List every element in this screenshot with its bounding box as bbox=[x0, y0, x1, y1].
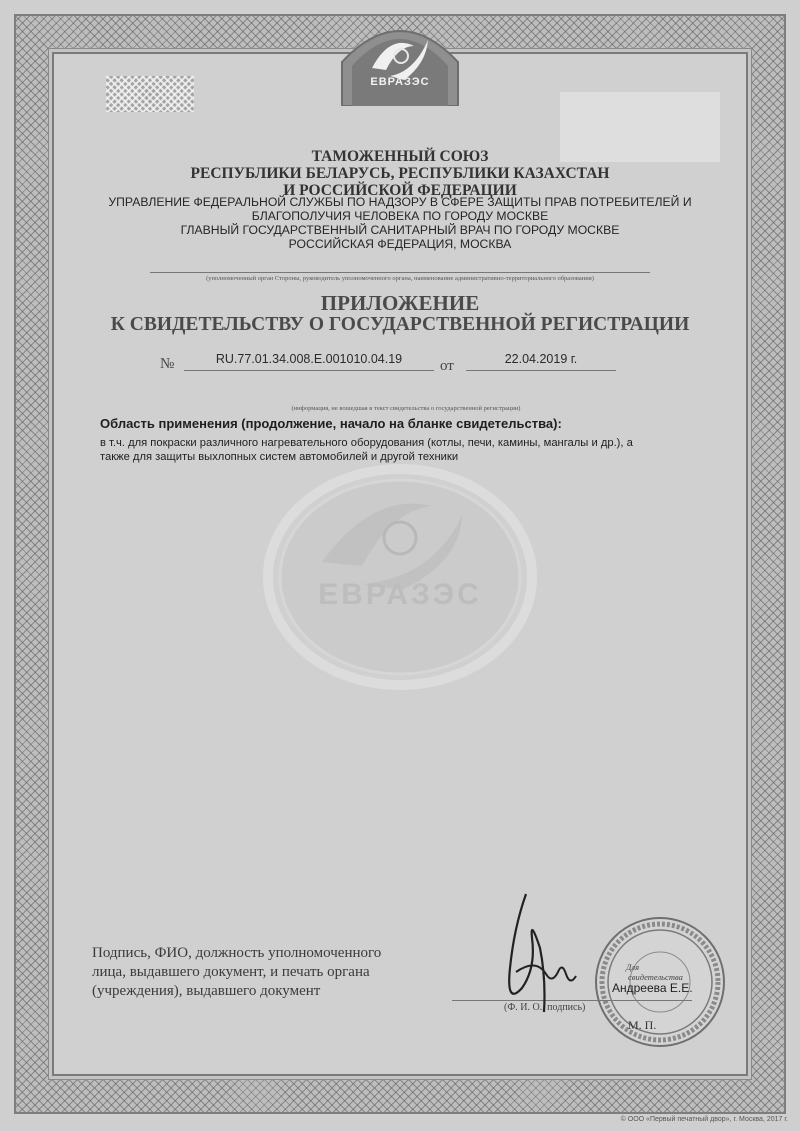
fio-caption: (Ф. И. О., подпись) bbox=[504, 1002, 586, 1013]
header-line: РЕСПУБЛИКИ БЕЛАРУСЬ, РЕСПУБЛИКИ КАЗАХСТАН bbox=[190, 165, 610, 182]
signer-name: Андреева Е.Е. bbox=[612, 981, 693, 995]
handwritten-signature-icon bbox=[496, 888, 586, 1016]
scope-text bbox=[100, 436, 700, 464]
printer-footer: © ООО «Первый печатный двор», г. Москва, 2017 г. bbox=[620, 1116, 788, 1123]
scope-heading: Область применения (продолжение, начало на бланке свидетельства): bbox=[100, 416, 562, 431]
authority-line: БЛАГОПОЛУЧИЯ ЧЕЛОВЕКА ПО ГОРОДУ МОСКВЕ bbox=[251, 209, 549, 223]
eurasec-watermark-icon bbox=[262, 462, 538, 692]
date-label: от bbox=[440, 358, 454, 374]
security-pattern bbox=[106, 76, 194, 112]
stamp-text: свидетельства bbox=[628, 972, 683, 982]
authority-line: УПРАВЛЕНИЕ ФЕДЕРАЛЬНОЙ СЛУЖБЫ ПО НАДЗОРУ В СФЕРЕ ЗАЩИТЫ ПРАВ ПОТРЕБИТЕЛЕЙ И bbox=[108, 195, 692, 209]
info-caption: (информация, не вошедшая в текст свидетельства о государственной регистрации) bbox=[291, 405, 521, 412]
signature-caption-line: лица, выдавшего документ, и печать органа bbox=[92, 964, 370, 980]
authority-caption: (уполномоченный орган Стороны, руководитель уполномоченного органа, наименование административно-территориального образования) bbox=[150, 272, 650, 282]
customs-union-title bbox=[80, 148, 720, 199]
eurasec-emblem-icon bbox=[338, 6, 462, 106]
header-line: И РОССИЙСКОЙ ФЕДЕРАЦИИ bbox=[283, 182, 517, 199]
title-line-2: К СВИДЕТЕЛЬСТВУ О ГОСУДАРСТВЕННОЙ РЕГИСТРАЦИИ bbox=[110, 314, 690, 335]
registration-date: 22.04.2019 г. bbox=[466, 352, 616, 371]
stamp-text: Для bbox=[626, 962, 640, 972]
registration-row bbox=[160, 352, 640, 376]
watermark-label: ЕВРАЗЭС bbox=[318, 578, 482, 611]
signature-caption-line: (учреждения), выдавшего документ bbox=[92, 983, 321, 999]
signature-caption bbox=[92, 944, 432, 1001]
authority-line: ГЛАВНЫЙ ГОСУДАРСТВЕННЫЙ САНИТАРНЫЙ ВРАЧ ПО ГОРОДУ МОСКВЕ bbox=[180, 223, 620, 237]
header-line: ТАМОЖЕННЫЙ СОЮЗ bbox=[311, 148, 489, 165]
title-line-1: ПРИЛОЖЕНИЕ bbox=[320, 291, 480, 315]
scope-line: в т.ч. для покраски различного нагревательного оборудования (котлы, печи, камины, мангалы и др.), а bbox=[100, 437, 633, 449]
scope-line: также для защиты выхлопных систем автомобилей и другой техники bbox=[100, 451, 459, 463]
authority-name bbox=[80, 195, 720, 251]
registration-number: RU.77.01.34.008.E.001010.04.19 bbox=[184, 352, 434, 371]
number-label: № bbox=[160, 356, 175, 372]
signature-caption-line: Подпись, ФИО, должность уполномоченного bbox=[92, 945, 382, 961]
emblem-label: ЕВРАЗЭС bbox=[370, 76, 430, 88]
authority-line: РОССИЙСКАЯ ФЕДЕРАЦИЯ, МОСКВА bbox=[288, 237, 512, 251]
seal-place-label: М. П. bbox=[628, 1018, 657, 1032]
document-title bbox=[80, 292, 720, 336]
issuer-header bbox=[80, 148, 720, 251]
